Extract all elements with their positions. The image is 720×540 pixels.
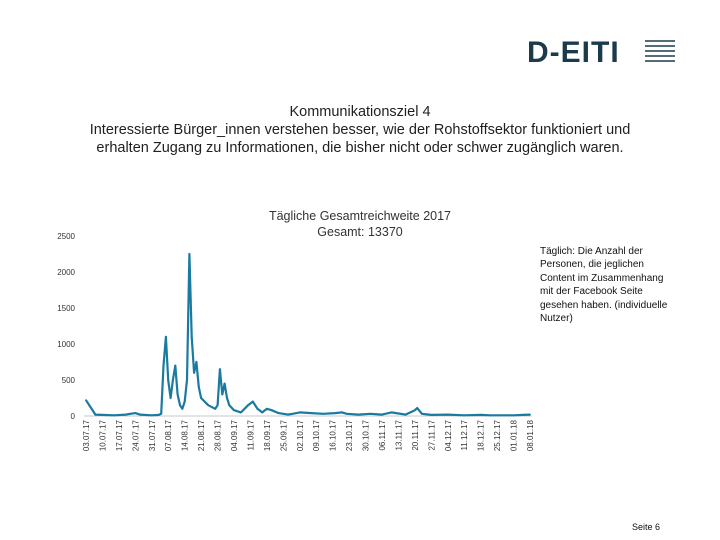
x-tick-label-24: 18.12.17 bbox=[476, 420, 486, 452]
data-point-60 bbox=[416, 407, 418, 409]
data-point-11 bbox=[163, 365, 165, 367]
data-point-0 bbox=[85, 399, 87, 401]
x-tick-label-15: 16.10.17 bbox=[328, 420, 338, 452]
data-point-20 bbox=[184, 401, 186, 403]
data-point-57 bbox=[395, 412, 397, 414]
data-point-41 bbox=[261, 412, 263, 414]
data-point-8 bbox=[151, 414, 153, 416]
data-point-38 bbox=[247, 404, 249, 406]
data-point-21 bbox=[186, 379, 188, 381]
data-point-28 bbox=[207, 404, 209, 406]
data-point-62 bbox=[430, 414, 432, 416]
data-point-24 bbox=[193, 372, 195, 374]
x-tick-label-25: 25.12.17 bbox=[493, 420, 503, 452]
chart-note: Täglich: Die Anzahl der Personen, die jeglichen Content im Zusammenhang mit der Facebook Seite gesehen haben. (individuelle Nutzer) bbox=[540, 246, 668, 325]
data-point-14 bbox=[170, 397, 172, 399]
data-point-17 bbox=[177, 394, 179, 396]
data-point-32 bbox=[221, 394, 223, 396]
data-point-16 bbox=[174, 365, 176, 367]
y-axis-labels bbox=[57, 232, 75, 421]
x-tick-label-8: 28.08.17 bbox=[213, 420, 223, 452]
data-point-36 bbox=[233, 409, 235, 411]
data-point-23 bbox=[191, 336, 193, 338]
data-point-6 bbox=[134, 412, 136, 414]
data-point-27 bbox=[200, 397, 202, 399]
x-tick-label-26: 01.01.18 bbox=[509, 420, 519, 452]
x-tick-label-17: 30.10.17 bbox=[361, 420, 371, 452]
data-point-44 bbox=[278, 412, 280, 414]
data-point-63 bbox=[447, 414, 449, 416]
page-number: Seite 6 bbox=[632, 522, 661, 532]
y-tick-label-2: 1000 bbox=[57, 340, 75, 349]
data-point-59 bbox=[414, 409, 416, 411]
data-point-15 bbox=[172, 379, 174, 381]
x-tick-label-10: 11.09.17 bbox=[246, 420, 256, 451]
x-tick-label-16: 23.10.17 bbox=[345, 420, 355, 452]
chart-title: Tägliche Gesamtreichweite 2017 bbox=[268, 209, 452, 223]
x-tick-label-21: 27.11.17 bbox=[427, 420, 437, 451]
logo-text: D-EITI bbox=[527, 36, 620, 69]
data-point-9 bbox=[158, 414, 160, 416]
data-point-22 bbox=[189, 253, 191, 255]
data-point-45 bbox=[287, 414, 289, 416]
data-point-18 bbox=[179, 404, 181, 406]
data-point-68 bbox=[513, 414, 515, 416]
data-point-48 bbox=[311, 412, 313, 414]
data-point-43 bbox=[271, 409, 273, 411]
data-point-10 bbox=[160, 413, 162, 415]
y-tick-label-5: 2500 bbox=[57, 232, 75, 241]
data-point-29 bbox=[214, 408, 216, 410]
x-tick-label-1: 10.07.17 bbox=[98, 420, 108, 452]
data-point-37 bbox=[240, 412, 242, 414]
data-point-55 bbox=[381, 414, 383, 416]
y-tick-label-1: 500 bbox=[61, 376, 75, 385]
data-point-56 bbox=[391, 412, 393, 414]
data-point-40 bbox=[257, 408, 259, 410]
data-point-30 bbox=[217, 404, 219, 406]
data-point-1 bbox=[90, 407, 92, 409]
data-point-42 bbox=[266, 408, 268, 410]
y-tick-label-3: 1500 bbox=[57, 304, 75, 313]
data-point-34 bbox=[226, 397, 228, 399]
x-tick-label-19: 13.11.17 bbox=[394, 420, 404, 451]
data-point-53 bbox=[358, 414, 360, 416]
y-tick-label-4: 2000 bbox=[57, 268, 75, 277]
x-tick-label-2: 17.07.17 bbox=[114, 420, 124, 452]
data-point-61 bbox=[421, 413, 423, 415]
data-point-26 bbox=[198, 386, 200, 388]
x-tick-label-7: 21.08.17 bbox=[197, 420, 207, 452]
data-point-47 bbox=[299, 412, 301, 414]
x-tick-label-23: 11.12.17 bbox=[460, 420, 470, 451]
x-tick-label-12: 25.09.17 bbox=[279, 420, 289, 452]
x-tick-label-18: 06.11.17 bbox=[378, 420, 387, 451]
data-point-3 bbox=[102, 414, 104, 416]
data-point-31 bbox=[219, 368, 221, 370]
x-tick-label-22: 04.12.17 bbox=[443, 420, 453, 452]
data-point-19 bbox=[181, 408, 183, 410]
data-point-46 bbox=[292, 413, 294, 415]
data-point-39 bbox=[252, 401, 254, 403]
x-tick-label-4: 31.07.17 bbox=[147, 420, 157, 452]
data-point-5 bbox=[125, 414, 127, 416]
x-tick-label-14: 09.10.17 bbox=[312, 420, 322, 452]
data-point-25 bbox=[196, 361, 198, 363]
data-point-35 bbox=[228, 404, 230, 406]
x-tick-label-3: 24.07.17 bbox=[131, 420, 141, 452]
data-point-54 bbox=[369, 413, 371, 415]
data-point-4 bbox=[113, 414, 115, 416]
x-tick-label-20: 20.11.17 bbox=[410, 420, 420, 451]
x-tick-label-27: 08.01.18 bbox=[526, 420, 535, 452]
data-point-67 bbox=[503, 414, 505, 416]
data-point-51 bbox=[341, 412, 343, 414]
data-point-2 bbox=[95, 414, 97, 416]
data-point-70 bbox=[529, 414, 531, 416]
x-tick-label-6: 14.08.17 bbox=[180, 420, 190, 452]
data-point-64 bbox=[463, 414, 465, 416]
data-point-33 bbox=[224, 383, 226, 385]
heading-line-1: Kommunikationsziel 4 bbox=[289, 104, 431, 120]
data-point-12 bbox=[165, 336, 167, 338]
series-line-daily-reach bbox=[86, 254, 530, 415]
data-point-49 bbox=[322, 413, 324, 415]
x-axis-labels bbox=[82, 419, 535, 451]
x-tick-label-9: 04.09.17 bbox=[230, 420, 239, 452]
data-point-66 bbox=[489, 414, 491, 416]
data-point-13 bbox=[167, 379, 169, 381]
data-point-58 bbox=[405, 414, 407, 416]
data-point-52 bbox=[346, 413, 348, 415]
data-point-65 bbox=[480, 414, 482, 416]
data-point-50 bbox=[334, 412, 336, 414]
chart-subtitle: Gesamt: 13370 bbox=[317, 225, 403, 239]
series-points bbox=[85, 253, 531, 416]
x-tick-label-11: 18.09.17 bbox=[262, 420, 272, 452]
x-tick-label-13: 02.10.17 bbox=[295, 420, 305, 452]
x-tick-label-5: 07.08.17 bbox=[164, 420, 174, 452]
y-tick-label-0: 0 bbox=[70, 412, 75, 421]
data-point-69 bbox=[522, 414, 524, 416]
x-tick-label-0: 03.07.17 bbox=[82, 420, 91, 452]
data-point-7 bbox=[139, 414, 141, 416]
heading-line-2: Interessierte Bürger_innen verstehen besser, wie der Rohstoffsektor funktioniert und bbox=[89, 122, 631, 138]
heading-line-3: erhalten Zugang zu Informationen, die bisher nicht oder schwer zugänglich waren. bbox=[96, 140, 624, 156]
